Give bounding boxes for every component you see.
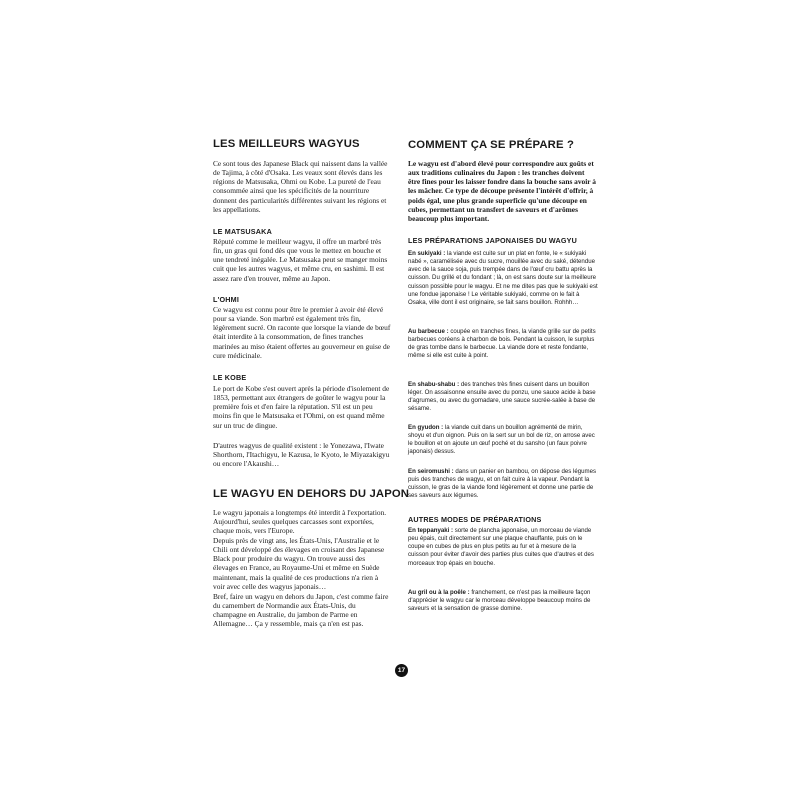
sukiyaki-paragraph [408,250,598,307]
barbecue-paragraph [408,328,598,361]
foreign-breeding-paragraph: Depuis près de vingt ans, les États-Unis, l'Australie et le Chili ont développé des élevages en croisant des Japanese Black pour produire du wagyu. On trouve aussi des élevages en France, au Royaume-Uni et même en Suède maintenant, mais la qualité de ces productions n'a rien à voir avec celle des wagyus japonais… [213,536,385,591]
seiromushi-paragraph [408,468,598,501]
subsection-title-japanese-preparations: LES PRÉPARATIONS JAPONAISES DU WAGYU [408,236,578,245]
subsection-title-kobe: LE KOBE [213,373,247,382]
sukiyaki-text: la viande est cuite sur un plat en fonte, le « sukiyaki nabé », caramélisée avec du sucre, mouillée avec du saké, détendue avec de la sauce soja, puis trempée dans de l'œuf cru battu après la cuisson. Du grillé et du fondant ; là, on est sans doute sur la meilleure cuisson possible pour le wagyu. Et ne me dites pas que le sukiyaki est une fondue japonaise ! Le véritable sukiyaki, comme on le fait à Osaka, ville dont il est originaire, se fait sans bouillon. Rohhh… [408,250,598,306]
section-title-meilleurs-wagyus: LES MEILLEURS WAGYUS [213,138,360,150]
subsection-title-matsusaka: LE MATSUSAKA [213,227,272,236]
preparation-intro: Le wagyu est d'abord élevé pour correspondre aux goûts et aux traditions culinaires du Japon : les tranches doivent être fines pour les laisser fondre dans la bouche sans avoir à les mâcher. Ce type de découpe présente l'intérêt d'offrir, à poids égal, une plus grande superficie qu'une découpe en cubes, permettant un transfert de saveurs et d'arômes beaucoup plus important. [408,159,596,223]
shabu-shabu-lead: En shabu-shabu : [408,381,460,388]
teppanyaki-paragraph [408,527,598,568]
sukiyaki-lead: En sukiyaki : [408,250,446,257]
export-paragraph: Le wagyu japonais a longtemps été interdit à l'exportation. Aujourd'hui, seules quelques carcasses sont exportées, chaque mois, vers l'Europe. [213,508,387,536]
comparison-paragraph: Bref, faire un wagyu en dehors du Japon, c'est comme faire du camembert de Normandie aux États-Unis, du champagne en Australie, du jambon de Parme en Allemagne… Ça y ressemble, mais ça n'en est pas. [213,592,389,629]
shabu-shabu-text: des tranches très fines cuisent dans un bouillon léger. On assaisonne ensuite avec du ponzu, une sauce acide à base d'agrumes, ou avec du gomadare, une sauce sucrée-salée à base de sésame. [408,381,596,413]
page-number-badge: 17 [395,664,408,677]
grill-lead: Au gril ou à la poêle : [408,589,470,596]
seiromushi-lead: En seiromushi : [408,468,454,475]
subsection-title-other-preparations: AUTRES MODES DE PRÉPARATIONS [408,515,542,524]
seiromushi-text: dans un panier en bambou, on dépose des légumes puis des tranches de wagyu, et on fait cuire à la vapeur. Pendant la cuisson, le gras de la viande fond légèrement et donne une partie de ses saveurs aux légumes. [408,468,597,500]
matsusaka-paragraph: Réputé comme le meilleur wagyu, il offre un marbré très fin, un gras qui fond dès que vous le mettez en bouche et une tendreté inégalée. Le Matsusaka peut se manger moins cuit que les autres wagyus, et même cru, en sashimi. Il est assez rare d'en trouver, même au Japon. [213,237,388,283]
teppanyaki-lead: En teppanyaki : [408,527,454,534]
subsection-title-ohmi: L'OHMI [213,295,240,304]
gyudon-paragraph [408,424,598,457]
teppanyaki-text: sorte de plancha japonaise, un morceau de viande peu épais, cuit directement sur une plaque chauffante, puis on le coupe en cubes de plus en plus petits au fur et à mesure de la cuisson pour éviter d'avoir des parties plus cuites que d'autres et des morceaux trop épais en bouche. [408,527,594,567]
barbecue-lead: Au barbecue : [408,328,449,335]
ohmi-paragraph: Ce wagyu est connu pour être le premier à avoir été élevé pour sa viande. Son marbré est également très fin, légèrement sucré. On raconte que lorsque la viande de bœuf était interdite à la consommation, de fines tranches marinées au miso étaient offertes au gouverneur en guise de cure médicinale. [213,305,391,360]
kobe-paragraph: Le port de Kobe s'est ouvert après la période d'isolement de 1853, permettant aux étrangers de goûter le wagyu pour la première fois et d'en faire la réputation. S'il est un peu moins fin que le Matsusaka et l'Ohmi, on est quand même sur un truc de dingue. [213,384,390,430]
gyudon-text: la viande cuit dans un bouillon agrémenté de mirin, shoyu et d'un oignon. Puis on la sert sur un bol de riz, on arrose avec le bouillon et on ajoute un œuf poché et du sansho (un faux poivre japonais) dessus. [408,424,595,456]
other-wagyus-paragraph: D'autres wagyus de qualité existent : le Yonezawa, l'Iwate Shorthorn, l'Itachigyu, le Kazusa, le Kyoto, le Miyazakigyu ou encore l'Akaushi… [213,441,390,469]
intro-paragraph: Ce sont tous des Japanese Black qui naissent dans la vallée de Tajima, à côté d'Osaka. Les veaux sont élevés dans les régions de Matsusaka, Ohmi ou Kobe. La pureté de l'eau consommée ainsi que les spécificités de la nourriture donnent des particularités différentes suivant les régions et les appellations. [213,159,388,214]
gyudon-lead: En gyudon : [408,424,444,431]
shabu-shabu-paragraph [408,381,598,414]
section-title-preparation: COMMENT ÇA SE PRÉPARE ? [408,139,575,151]
section-title-wagyu-dehors-japon: LE WAGYU EN DEHORS DU JAPON [213,488,410,500]
grill-text: franchement, ce n'est pas la meilleure façon d'apprécier le wagyu car le morceau développe beaucoup moins de saveurs et la sensation de grasse domine. [408,589,591,613]
barbecue-text: coupée en tranches fines, la viande grille sur de petits barbecues coréens à charbon de bois. Pendant la cuisson, le surplus de gras tombe dans le barbecue. La viande dore et reste fondante, même si elle est cuite à point. [408,328,596,360]
grill-paragraph [408,589,598,613]
